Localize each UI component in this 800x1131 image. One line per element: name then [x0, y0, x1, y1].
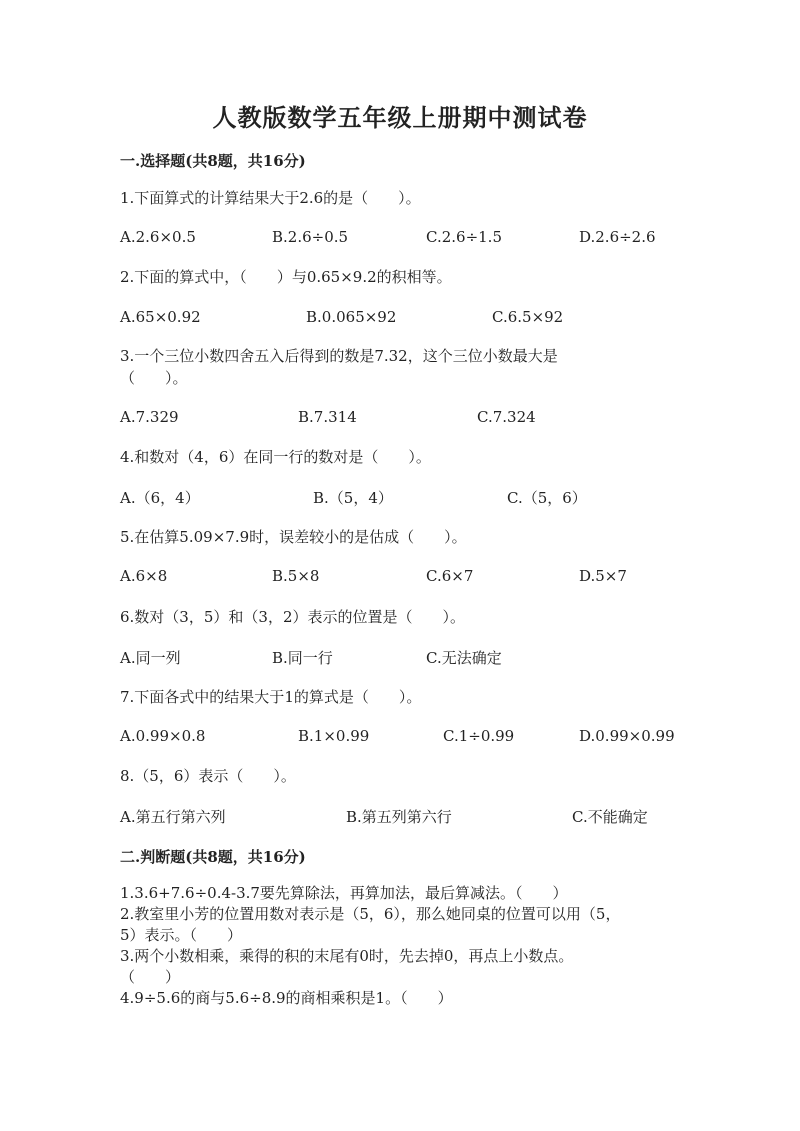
option-6b: B.同一行	[272, 649, 333, 667]
option-4b: B.（5，4）	[313, 489, 393, 507]
option-2a: A.65×0.92	[120, 308, 201, 326]
judge-2: 2.教室里小芳的位置用数对表示是（5，6），那么她同桌的位置可以用（5，	[120, 905, 621, 923]
judge-1: 1.3.6+7.6÷0.4-3.7要先算除法，再算加法，最后算减法。（ ）	[120, 884, 568, 902]
question-5: 5.在估算5.09×7.9时，误差较小的是估成（ ）。	[120, 528, 467, 546]
judge-2-cont: 5）表示。（ ）	[120, 926, 243, 944]
judge-3-cont: （ ）	[120, 968, 181, 986]
question-8: 8.（5，6）表示（ ）。	[120, 767, 296, 785]
option-1c: C.2.6÷1.5	[426, 228, 502, 246]
question-3-cont: （ ）。	[120, 369, 188, 387]
option-1a: A.2.6×0.5	[120, 228, 196, 246]
judge-4: 4.9÷5.6的商与5.6÷8.9的商相乘积是1。（ ）	[120, 989, 453, 1007]
judge-3: 3.两个小数相乘，乘得的积的末尾有0时，先去掉0，再点上小数点。	[120, 947, 574, 965]
option-1b: B.2.6÷0.5	[272, 228, 349, 246]
option-7b: B.1×0.99	[298, 727, 370, 745]
option-8c: C.不能确定	[572, 808, 648, 826]
section-heading-judge: 二.判断题(共8题，共16分)	[120, 848, 306, 866]
option-6c: C.无法确定	[426, 649, 502, 667]
question-4: 4.和数对（4，6）在同一行的数对是（ ）。	[120, 448, 431, 466]
option-8a: A.第五行第六列	[120, 808, 226, 826]
option-5c: C.6×7	[426, 567, 474, 585]
option-5b: B.5×8	[272, 567, 320, 585]
option-3c: C.7.324	[477, 408, 536, 426]
option-4a: A.（6，4）	[120, 489, 200, 507]
option-4c: C.（5，6）	[507, 489, 587, 507]
option-8b: B.第五列第六行	[346, 808, 452, 826]
option-6a: A.同一列	[120, 649, 181, 667]
option-7d: D.0.99×0.99	[579, 727, 675, 745]
option-7a: A.0.99×0.8	[120, 727, 206, 745]
question-3: 3.一个三位小数四舍五入后得到的数是7.32，这个三位小数最大是	[120, 347, 558, 365]
option-3a: A.7.329	[120, 408, 179, 426]
question-7: 7.下面各式中的结果大于1的算式是（ ）。	[120, 688, 422, 706]
question-2: 2.下面的算式中，（ ）与0.65×9.2的积相等。	[120, 268, 452, 286]
section-heading-choice: 一.选择题(共8题，共16分)	[120, 152, 306, 170]
option-1d: D.2.6÷2.6	[579, 228, 656, 246]
option-5a: A.6×8	[120, 567, 168, 585]
option-5d: D.5×7	[579, 567, 627, 585]
option-3b: B.7.314	[298, 408, 357, 426]
option-2c: C.6.5×92	[492, 308, 564, 326]
page-title: 人教版数学五年级上册期中测试卷	[212, 103, 588, 132]
option-7c: C.1÷0.99	[443, 727, 515, 745]
question-1: 1.下面算式的计算结果大于2.6的是（ ）。	[120, 189, 421, 207]
option-2b: B.0.065×92	[306, 308, 397, 326]
question-6: 6.数对（3，5）和（3，2）表示的位置是（ ）。	[120, 608, 465, 626]
